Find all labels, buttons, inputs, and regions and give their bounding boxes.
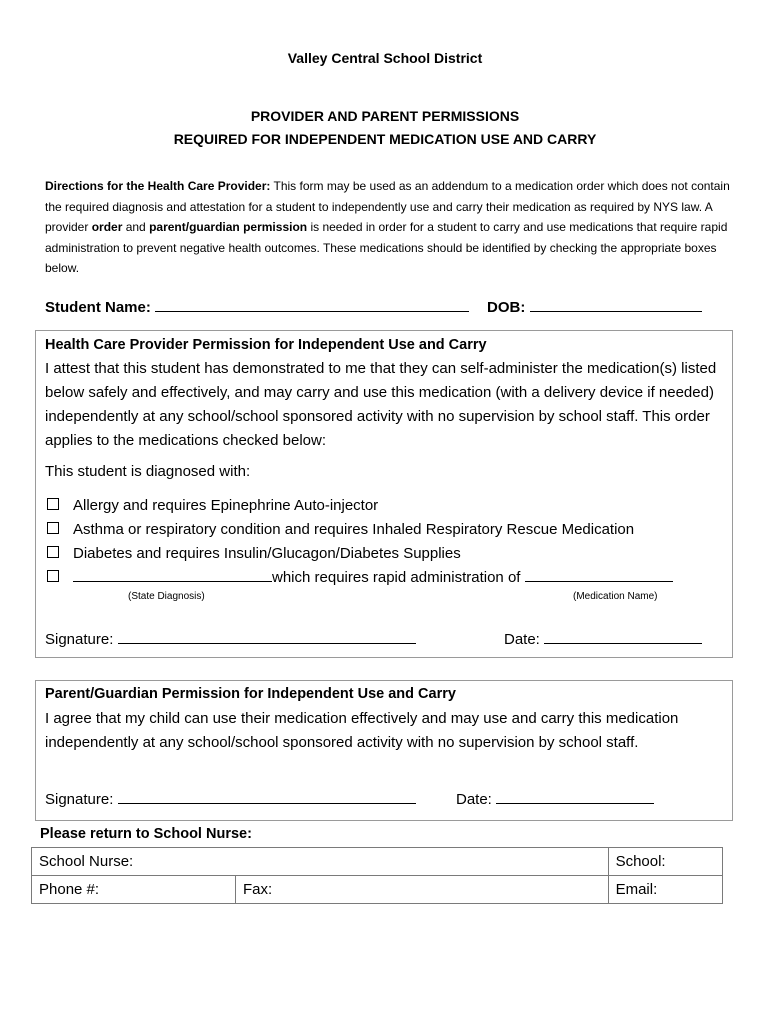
- option-allergy[interactable]: [47, 497, 378, 514]
- option-label: Diabetes and requires Insulin/Glucagon/Diabetes Supplies: [73, 545, 461, 562]
- diagnosed-label: This student is diagnosed with:: [45, 463, 251, 480]
- provider-date-row: [504, 628, 702, 652]
- provider-date-field[interactable]: [544, 643, 702, 644]
- directions-label: Directions for the Health Care Provider:: [45, 179, 271, 193]
- parent-date-row: [456, 788, 654, 812]
- medication-name-caption: (Medication Name): [573, 591, 658, 602]
- checkbox[interactable]: [47, 522, 59, 534]
- district-title: Valley Central School District: [287, 50, 483, 66]
- school-cell[interactable]: [608, 848, 722, 876]
- return-heading: Please return to School Nurse:: [40, 826, 252, 842]
- dob-label: DOB:: [487, 299, 526, 316]
- date-label: Date:: [504, 631, 540, 648]
- parent-date-field[interactable]: [496, 803, 654, 804]
- medication-name-field[interactable]: [525, 581, 673, 582]
- checkbox[interactable]: [47, 570, 59, 582]
- email-cell[interactable]: [608, 876, 722, 904]
- provider-signature-row: [45, 628, 416, 652]
- dob-field[interactable]: [530, 311, 702, 312]
- parent-signature-field[interactable]: [118, 803, 416, 804]
- dob-row: [487, 299, 702, 316]
- fax-cell[interactable]: [236, 876, 609, 904]
- phone-cell[interactable]: [32, 876, 236, 904]
- student-name-field[interactable]: [155, 311, 469, 312]
- parent-signature-row: [45, 788, 416, 812]
- option-label: Asthma or respiratory condition and requires Inhaled Respiratory Rescue Medication: [73, 521, 635, 538]
- parent-text: I agree that my child can use their medication effectively and may use and carry this medication independently at any school/school sponsored activity with no supervision by school staff.: [45, 710, 679, 751]
- form-heading-line2: REQUIRED FOR INDEPENDENT MEDICATION USE AND CARRY: [173, 131, 597, 147]
- state-diagnosis-field[interactable]: [73, 581, 272, 582]
- student-name-row: [45, 299, 469, 316]
- other-text: which requires rapid administration of: [272, 569, 521, 586]
- provider-heading: Health Care Provider Permission for Independent Use and Carry: [45, 337, 487, 353]
- form-heading-line1: PROVIDER AND PARENT PERMISSIONS: [250, 108, 520, 124]
- option-asthma[interactable]: [47, 521, 634, 538]
- directions-permission: parent/guardian permission: [149, 220, 308, 234]
- option-diabetes[interactable]: [47, 545, 461, 562]
- school-label: School:: [615, 853, 666, 870]
- provider-attestation: I attest that this student has demonstrated to me that they can self-administer the medication(s) listed below safely and effectively, and may carry and use this medication (with a delivery device if needed) independently at any school/school sponsored activity with no supervision by school staff. This order applies to the medications checked below:: [45, 360, 717, 449]
- phone-label: Phone #:: [39, 881, 100, 898]
- student-name-label: Student Name:: [45, 299, 151, 316]
- option-label: Allergy and requires Epinephrine Auto-injector: [73, 497, 379, 514]
- signature-label: Signature:: [45, 791, 114, 808]
- email-label: Email:: [615, 881, 658, 898]
- school-nurse-cell[interactable]: [32, 848, 609, 876]
- school-nurse-label: School Nurse:: [39, 853, 134, 870]
- directions-text2: is needed in order for a student to carry and use medications that require rapid administration to prevent negative health outcomes. These medications should be identified by checking the appropriate boxes below.: [45, 220, 728, 275]
- date-label: Date:: [456, 791, 492, 808]
- checkbox[interactable]: [47, 546, 59, 558]
- return-info-table: [31, 847, 723, 904]
- directions-text1: This form may be used as an addendum to a medication order which does not contain the required diagnosis and attestation for a student to independently use and carry their medication as required by NYS law. A provider: [45, 179, 730, 234]
- directions-and: and: [122, 220, 150, 234]
- state-diagnosis-caption: (State Diagnosis): [128, 591, 205, 602]
- option-other[interactable]: [47, 569, 673, 586]
- directions-order: order: [91, 220, 123, 234]
- fax-label: Fax:: [243, 881, 273, 898]
- signature-label: Signature:: [45, 631, 114, 648]
- provider-signature-field[interactable]: [118, 643, 416, 644]
- parent-heading: Parent/Guardian Permission for Independent Use and Carry: [45, 686, 456, 702]
- checkbox[interactable]: [47, 498, 59, 510]
- directions-paragraph: [45, 176, 735, 279]
